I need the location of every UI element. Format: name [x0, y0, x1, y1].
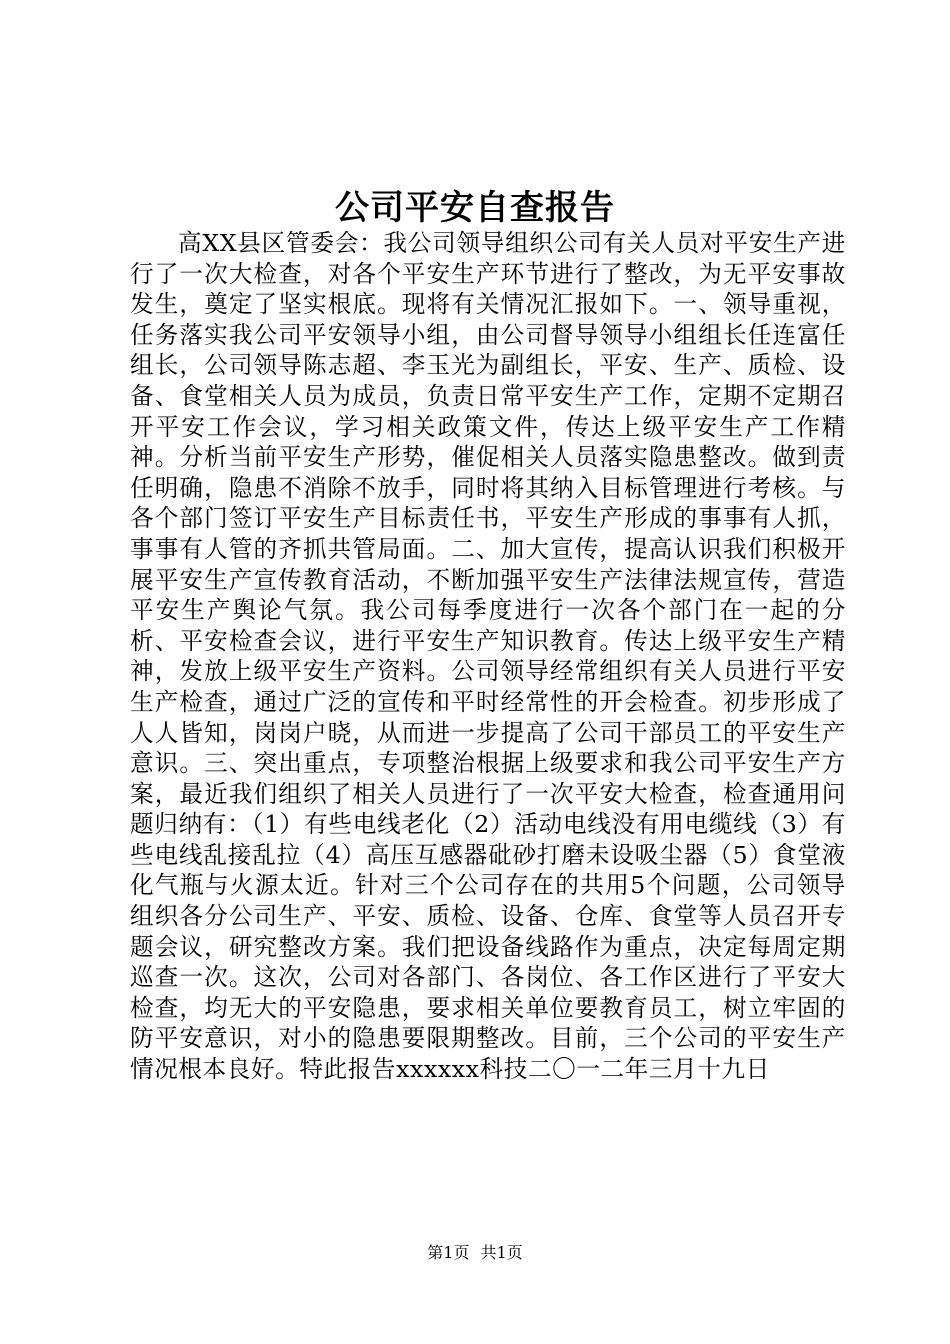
document-body: 高XX县区管委会：我公司领导组织公司有关人员对平安生产进行了一次大检查，对各个平安生产环节进行了整改，为无平安事故发生，奠定了坚实根底。现将有关情况汇报如下。一、领导重视，任务落实我公司平安领导小组，由公司督导领导小组组长任连富任组长，公司领导陈志超、李玉光为副组长，平安、生产、质检、设备、食堂相关人员为成员，负责日常平安生产工作，定期不定期召开平安工作会议，学习相关政策文件，传达上级平安生产工作精神。分析当前平安生产形势，催促相关人员落实隐患整改。做到责任明确，隐患不消除不放手，同时将其纳入目标管理进行考核。与各个部门签订平安生产目标责任书，平安生产形成的事事有人抓，事事有人管的齐抓共管局面。二、加大宣传，提高认识我们积极开展平安生产宣传教育活动，不断加强平安生产法律法规宣传，营造平安生产舆论气氛。我公司每季度进行一次各个部门在一起的分析、平安检查会议，进行平安生产知识教育。传达上级平安生产精神，发放上级平安生产资料。公司领导经常组织有关人员进行平安生产检查，通过广泛的宣传和平时经常性的开会检查。初步形成了人人皆知，岗岗户晓，从而进一步提高了公司干部员工的平安生产意识。三、突出重点，专项整治根据上级要求和我公司平安生产方案，最近我们组织了相关人员进行了一次平安大检查，检查通用问题归纳有：（1）有些电线老化（2）活动电线没有用电缆线（3）有些电线乱接乱拉（4）高压互感器砒砂打磨未设吸尘器（5）食堂液化气瓶与火源太近。针对三个公司存在的共用5个问题，公司领导组织各分公司生产、平安、质检、设备、仓库、食堂等人员召开专题会议，研究整改方案。我们把设备线路作为重点，决定每周定期巡查一次。这次，公司对各部门、各岗位、各工作区进行了平安大检查，均无大的平安隐患，要求相关单位要教育员工，树立牢固的防平安意识，对小的隐患要限期整改。目前，三个公司的平安生产情况根本良好。特此报告xxxxxx科技二〇一二年三月十九日: [130, 229, 846, 1084]
page-number-current: 第1页: [427, 1243, 470, 1262]
document-title: 公司平安自查报告: [335, 188, 615, 228]
page-number-total: 共1页: [480, 1243, 523, 1262]
page-footer: [0, 1241, 950, 1265]
